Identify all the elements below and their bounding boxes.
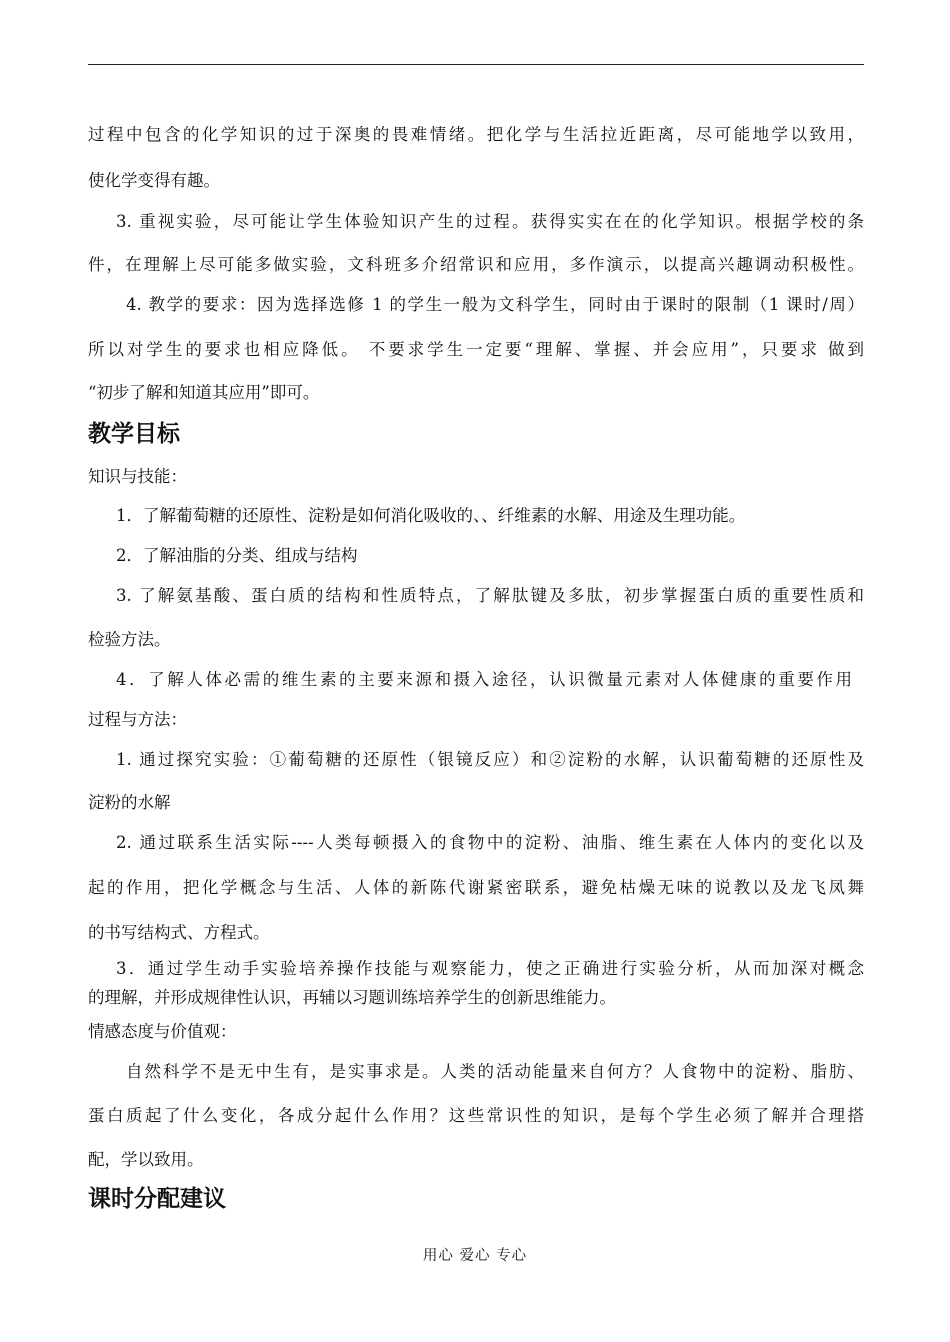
- list-item-continued: 的理解，并形成规律性认识，再辅以习题训练培养学生的创新思维能力。: [88, 988, 616, 1007]
- list-item: 1．了解葡萄糖的还原性、淀粉是如何消化吸收的、、纤维素的水解、用途及生理功能。: [116, 506, 746, 525]
- list-item: 3. 了解氨基酸、蛋白质的结构和性质特点，了解肽键及多肽，初步掌握蛋白质的重要性质和: [116, 586, 864, 605]
- paragraph-line: 件，在理解上尽可能多做实验，文科班多介绍常识和应用，多作演示，以提高兴趣调动积极性。: [88, 255, 864, 274]
- subsection-label-process: 过程与方法：: [88, 710, 187, 729]
- list-item-continued: 起的作用，把化学概念与生活、人体的新陈代谢紧密联系，避免枯燥无味的说教以及龙飞凤舞: [88, 878, 864, 897]
- section-heading-schedule: 课时分配建议: [88, 1186, 226, 1212]
- paragraph-line: 4. 教学的要求：因为选择选修 1 的学生一般为文科学生，同时由于课时的限制（1 课时/周）: [126, 295, 864, 314]
- page-footer: 用心 爱心 专心: [422, 1248, 528, 1264]
- list-item: 3．通过学生动手实验培养操作技能与观察能力，使之正确进行实验分析，从而加深对概念: [116, 959, 864, 978]
- list-item-continued: 的书写结构式、方程式。: [88, 923, 270, 942]
- paragraph-line: 配，学以致用。: [88, 1150, 204, 1169]
- paragraph-line: 所以对学生的要求也相应降低。 不要求学生一定要“理解、掌握、并会应用”，只要求 做到: [88, 340, 864, 359]
- paragraph-line: 自然科学不是无中生有，是实事求是。人类的活动能量来自何方？人食物中的淀粉、脂肪、: [126, 1062, 864, 1081]
- list-item: 1. 通过探究实验：①葡萄糖的还原性（银镜反应）和②淀粉的水解，认识葡萄糖的还原性及: [116, 750, 864, 769]
- list-item: 4．了解人体必需的维生素的主要来源和摄入途径，认识微量元素对人体健康的重要作用: [116, 670, 852, 689]
- subsection-label-attitude: 情感态度与价值观：: [88, 1022, 237, 1041]
- subsection-label-knowledge: 知识与技能：: [88, 467, 187, 486]
- paragraph-line: “初步了解和知道其应用”即可。: [88, 383, 320, 402]
- paragraph-line: 使化学变得有趣。: [88, 171, 220, 190]
- header-rule: [88, 64, 864, 65]
- list-item: 2．了解油脂的分类、组成与结构: [116, 546, 358, 565]
- paragraph-line: 蛋白质起了什么变化，各成分起什么作用？这些常识性的知识，是每个学生必须了解并合理搭: [88, 1106, 864, 1125]
- section-heading-goals: 教学目标: [88, 421, 180, 447]
- list-item: 2. 通过联系生活实际----人类每顿摄入的食物中的淀粉、油脂、维生素在人体内的变化以及: [116, 833, 864, 852]
- list-item-continued: 检验方法。: [88, 630, 171, 649]
- list-item-continued: 淀粉的水解: [88, 793, 171, 812]
- paragraph-line: 3. 重视实验，尽可能让学生体验知识产生的过程。获得实实在在的化学知识。根据学校的条: [116, 212, 864, 231]
- paragraph-line: 过程中包含的化学知识的过于深奥的畏难情绪。把化学与生活拉近距离，尽可能地学以致用，: [88, 125, 864, 144]
